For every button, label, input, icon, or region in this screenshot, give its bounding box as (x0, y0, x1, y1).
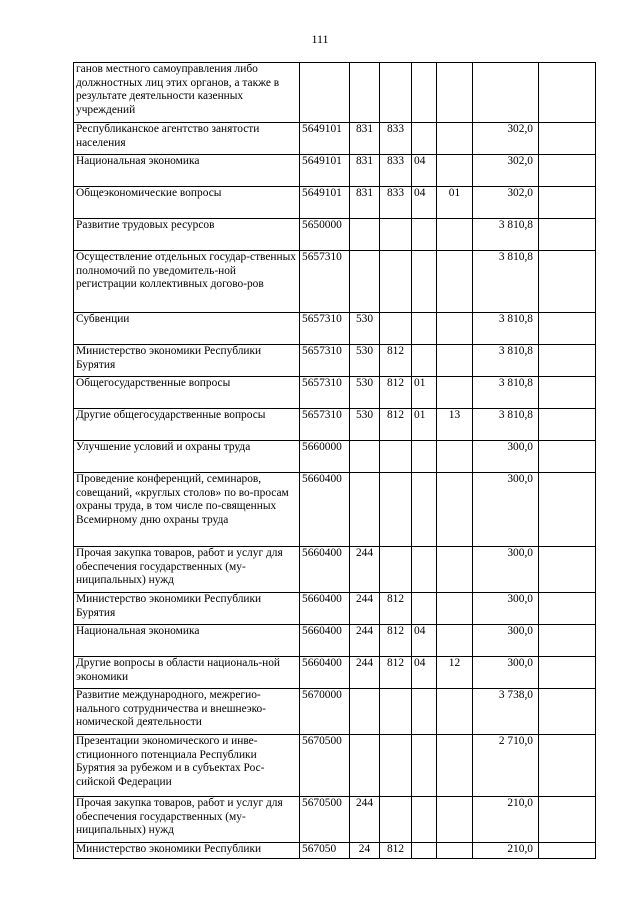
section-cell (412, 689, 437, 735)
amount-cell: 300,0 (473, 625, 539, 657)
row-name-cell: Осуществление отдельных государ-ственных полномочий по уведомитель-ной регистрации коллективных догово-ров (74, 251, 300, 313)
department-cell: 812 (380, 377, 412, 409)
target-article-cell: 5657310 (300, 345, 350, 377)
department-cell (380, 251, 412, 313)
row-name-cell: Министерство экономики Республики (74, 843, 300, 859)
section-cell: 01 (412, 377, 437, 409)
subsection-cell (437, 219, 473, 251)
empty-cell (539, 625, 596, 657)
department-cell (380, 313, 412, 345)
table-row (74, 219, 596, 251)
expense-type-cell: 530 (350, 313, 380, 345)
empty-cell (539, 377, 596, 409)
budget-table (73, 62, 596, 859)
target-article-cell: 5649101 (300, 123, 350, 155)
amount-cell (473, 63, 539, 123)
department-cell: 812 (380, 657, 412, 689)
expense-type-cell (350, 251, 380, 313)
row-name-cell: ганов местного самоуправления либо должностных лиц этих органов, а также в результате деятельности казенных учреждений (74, 63, 300, 123)
row-name-cell: Общеэкономические вопросы (74, 187, 300, 219)
table-row (74, 377, 596, 409)
department-cell: 812 (380, 843, 412, 859)
subsection-cell (437, 593, 473, 625)
amount-cell: 3 810,8 (473, 409, 539, 441)
expense-type-cell: 831 (350, 155, 380, 187)
target-article-cell: 5670500 (300, 735, 350, 797)
amount-cell: 302,0 (473, 187, 539, 219)
empty-cell (539, 735, 596, 797)
expense-type-cell: 530 (350, 345, 380, 377)
target-article-cell: 5660400 (300, 593, 350, 625)
empty-cell (539, 473, 596, 547)
department-cell: 812 (380, 409, 412, 441)
row-name-cell: Общегосударственные вопросы (74, 377, 300, 409)
table-row (74, 123, 596, 155)
row-name-cell: Национальная экономика (74, 155, 300, 187)
department-cell: 833 (380, 155, 412, 187)
target-article-cell: 5650000 (300, 219, 350, 251)
target-article-cell: 5649101 (300, 187, 350, 219)
empty-cell (539, 345, 596, 377)
empty-cell (539, 155, 596, 187)
row-name-cell: Улучшение условий и охраны труда (74, 441, 300, 473)
subsection-cell (437, 797, 473, 843)
department-cell (380, 797, 412, 843)
expense-type-cell: 530 (350, 377, 380, 409)
subsection-cell (437, 441, 473, 473)
department-cell (380, 473, 412, 547)
subsection-cell (437, 123, 473, 155)
table-row (74, 313, 596, 345)
section-cell (412, 441, 437, 473)
expense-type-cell (350, 689, 380, 735)
department-cell (380, 547, 412, 593)
target-article-cell: 5660000 (300, 441, 350, 473)
subsection-cell (437, 547, 473, 593)
amount-cell: 300,0 (473, 441, 539, 473)
amount-cell: 210,0 (473, 843, 539, 859)
subsection-cell: 12 (437, 657, 473, 689)
table-row (74, 155, 596, 187)
subsection-cell (437, 735, 473, 797)
department-cell (380, 735, 412, 797)
department-cell (380, 689, 412, 735)
empty-cell (539, 313, 596, 345)
expense-type-cell: 831 (350, 123, 380, 155)
expense-type-cell: 244 (350, 797, 380, 843)
section-cell (412, 797, 437, 843)
table-row (74, 547, 596, 593)
table-row (74, 409, 596, 441)
row-name-cell: Развитие трудовых ресурсов (74, 219, 300, 251)
section-cell (412, 473, 437, 547)
subsection-cell (437, 377, 473, 409)
expense-type-cell: 244 (350, 593, 380, 625)
amount-cell: 302,0 (473, 155, 539, 187)
subsection-cell (437, 313, 473, 345)
expense-type-cell (350, 441, 380, 473)
row-name-cell: Презентации экономического и инве-стиционного потенциала Республики Бурятия за рубежом и в субъектах Рос-сийской Федерации (74, 735, 300, 797)
table-row (74, 735, 596, 797)
subsection-cell (437, 63, 473, 123)
section-cell (412, 345, 437, 377)
amount-cell: 2 710,0 (473, 735, 539, 797)
subsection-cell: 01 (437, 187, 473, 219)
amount-cell: 210,0 (473, 797, 539, 843)
empty-cell (539, 251, 596, 313)
department-cell: 833 (380, 123, 412, 155)
amount-cell: 300,0 (473, 657, 539, 689)
empty-cell (539, 187, 596, 219)
subsection-cell (437, 345, 473, 377)
row-name-cell: Республиканское агентство занятости населения (74, 123, 300, 155)
empty-cell (539, 547, 596, 593)
target-article-cell: 567050 (300, 843, 350, 859)
amount-cell: 3 810,8 (473, 251, 539, 313)
section-cell (412, 123, 437, 155)
section-cell (412, 735, 437, 797)
row-name-cell: Другие вопросы в области националь-ной экономики (74, 657, 300, 689)
row-name-cell: Национальная экономика (74, 625, 300, 657)
target-article-cell: 5670500 (300, 797, 350, 843)
target-article-cell: 5660400 (300, 657, 350, 689)
table-row (74, 473, 596, 547)
row-name-cell: Проведение конференций, семинаров, совещаний, «круглых столов» по во-просам охраны труда, в том числе по-священных Всемирному дню охраны труда (74, 473, 300, 547)
empty-cell (539, 63, 596, 123)
section-cell (412, 843, 437, 859)
row-name-cell: Прочая закупка товаров, работ и услуг для обеспечения государственных (му-ниципальных) нужд (74, 547, 300, 593)
table-row (74, 345, 596, 377)
section-cell: 04 (412, 155, 437, 187)
section-cell: 04 (412, 625, 437, 657)
amount-cell: 3 810,8 (473, 313, 539, 345)
department-cell: 812 (380, 625, 412, 657)
empty-cell (539, 689, 596, 735)
amount-cell: 3 810,8 (473, 377, 539, 409)
department-cell (380, 441, 412, 473)
target-article-cell: 5660400 (300, 473, 350, 547)
expense-type-cell (350, 63, 380, 123)
table-row (74, 441, 596, 473)
row-name-cell: Другие общегосударственные вопросы (74, 409, 300, 441)
section-cell (412, 593, 437, 625)
row-name-cell: Министерство экономики Республики Бурятия (74, 593, 300, 625)
table-row (74, 251, 596, 313)
section-cell (412, 219, 437, 251)
expense-type-cell: 244 (350, 625, 380, 657)
table-row (74, 63, 596, 123)
expense-type-cell (350, 219, 380, 251)
row-name-cell: Развитие международного, межрегио-нального сотрудничества и внешнеэко-номической деятельности (74, 689, 300, 735)
expense-type-cell: 831 (350, 187, 380, 219)
amount-cell: 300,0 (473, 547, 539, 593)
amount-cell: 300,0 (473, 593, 539, 625)
row-name-cell: Прочая закупка товаров, работ и услуг для обеспечения государственных (му-ниципальных) нужд (74, 797, 300, 843)
expense-type-cell: 530 (350, 409, 380, 441)
empty-cell (539, 219, 596, 251)
subsection-cell (437, 843, 473, 859)
target-article-cell: 5657310 (300, 409, 350, 441)
amount-cell: 3 738,0 (473, 689, 539, 735)
empty-cell (539, 441, 596, 473)
empty-cell (539, 797, 596, 843)
amount-cell: 302,0 (473, 123, 539, 155)
target-article-cell: 5670000 (300, 689, 350, 735)
expense-type-cell: 244 (350, 547, 380, 593)
target-article-cell (300, 63, 350, 123)
empty-cell (539, 843, 596, 859)
table-row (74, 625, 596, 657)
department-cell (380, 63, 412, 123)
target-article-cell: 5657310 (300, 251, 350, 313)
empty-cell (539, 593, 596, 625)
table-row (74, 689, 596, 735)
section-cell: 01 (412, 409, 437, 441)
subsection-cell (437, 473, 473, 547)
target-article-cell: 5649101 (300, 155, 350, 187)
amount-cell: 3 810,8 (473, 219, 539, 251)
target-article-cell: 5660400 (300, 625, 350, 657)
section-cell (412, 251, 437, 313)
table-row (74, 657, 596, 689)
empty-cell (539, 409, 596, 441)
table-row (74, 843, 596, 859)
table-row (74, 593, 596, 625)
section-cell: 04 (412, 187, 437, 219)
expense-type-cell: 24 (350, 843, 380, 859)
table-row (74, 187, 596, 219)
department-cell: 833 (380, 187, 412, 219)
expense-type-cell (350, 735, 380, 797)
page-number: 111 (311, 32, 329, 46)
expense-type-cell (350, 473, 380, 547)
subsection-cell: 13 (437, 409, 473, 441)
expense-type-cell: 244 (350, 657, 380, 689)
section-cell (412, 63, 437, 123)
row-name-cell: Министерство экономики Республики Бурятия (74, 345, 300, 377)
section-cell: 04 (412, 657, 437, 689)
section-cell (412, 547, 437, 593)
subsection-cell (437, 625, 473, 657)
subsection-cell (437, 251, 473, 313)
empty-cell (539, 123, 596, 155)
subsection-cell (437, 155, 473, 187)
subsection-cell (437, 689, 473, 735)
empty-cell (539, 657, 596, 689)
target-article-cell: 5657310 (300, 377, 350, 409)
amount-cell: 3 810,8 (473, 345, 539, 377)
target-article-cell: 5660400 (300, 547, 350, 593)
target-article-cell: 5657310 (300, 313, 350, 345)
table-row (74, 797, 596, 843)
section-cell (412, 313, 437, 345)
row-name-cell: Субвенции (74, 313, 300, 345)
amount-cell: 300,0 (473, 473, 539, 547)
department-cell: 812 (380, 593, 412, 625)
department-cell: 812 (380, 345, 412, 377)
department-cell (380, 219, 412, 251)
